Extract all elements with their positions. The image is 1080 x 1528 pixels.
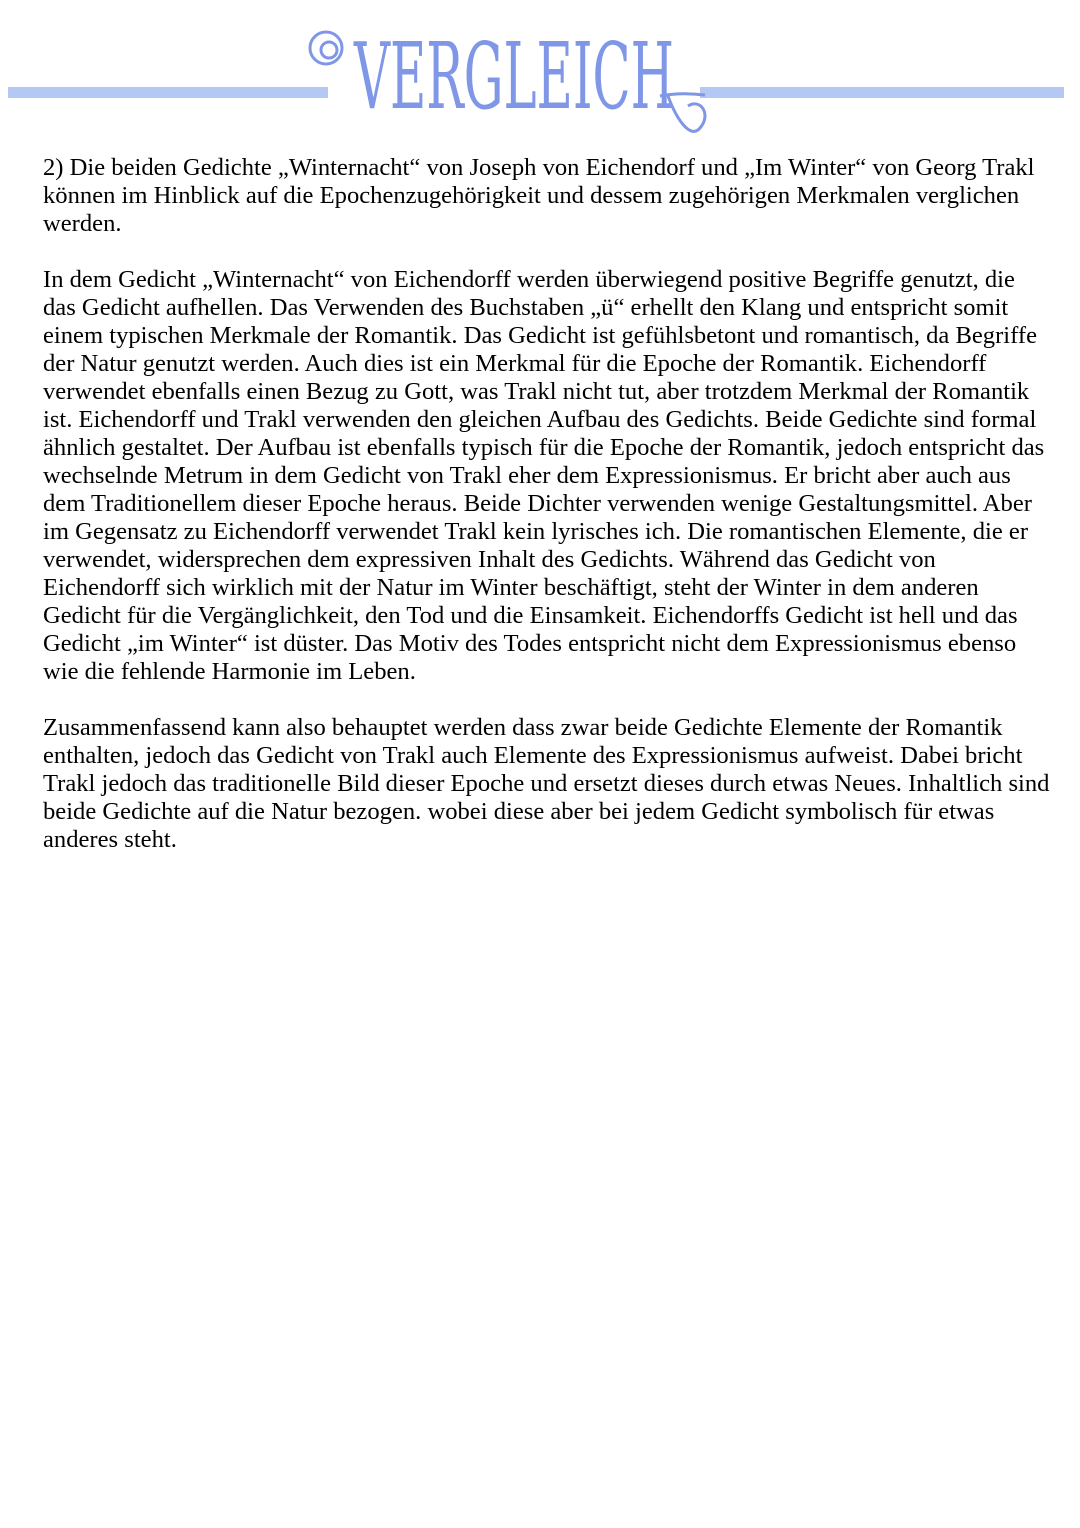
paragraph-analysis: In dem Gedicht „Winternacht“ von Eichendorff werden überwiegend positive Begriffe genutzt, die das Gedicht aufhellen. Das Verwenden des Buchstaben „ü“ erhellt den Klang und entspricht somit einem typischen Merkmale der Romantik. Das Gedicht ist gefühlsbetont und romantisch, da Begriffe der Natur genutzt werden. Auch dies ist ein Merkmal für die Epoche der Romantik. Eichendorff verwendet ebenfalls einen Bezug zu Gott, was Trakl nicht tut, aber trotzdem Merkmal der Romantik ist. Eichendorff und Trakl verwenden den gleichen Aufbau des Gedichts. Beide Gedichte sind formal ähnlich gestaltet. Der Aufbau ist ebenfalls typisch für die Epoche der Romantik, jedoch entspricht das wechselnde Metrum in dem Gedicht von Trakl eher dem Expressionismus. Er bricht aber auch aus dem Traditionellem dieser Epoche heraus. Beide Dichter verwenden wenige Gestaltungsmittel. Aber im Gegensatz zu Eichendorff verwendet Trakl kein lyrisches ich. Die romantischen Elemente, die er verwendet, widersprechen dem expressiven Inhalt des Gedichts. Während das Gedicht von Eichendorff sich wirklich mit der Natur im Winter beschäftigt, steht der Winter in dem anderen Gedicht für die Vergänglichkeit, den Tod und die Einsamkeit. Eichendorffs Gedicht ist hell und das Gedicht „im Winter“ ist düster. Das Motiv des Todes entspricht nicht dem Expressionismus ebenso wie die fehlende Harmonie im Leben. — [43, 266, 1045, 685]
document-body — [43, 154, 1053, 882]
header-rule-left — [8, 87, 328, 98]
document-heading: Vergleich — [353, 23, 674, 130]
paragraph-conclusion: Zusammenfassend kann also behauptet werden dass zwar beide Gedichte Elemente der Romantik enthalten, jedoch das Gedicht von Trakl auch Elemente des Expressionismus aufweist. Dabei bricht Trakl jedoch das traditionelle Bild dieser Epoche und ersetzt dieses durch etwas Neues. Inhaltlich sind beide Gedichte auf die Natur bezogen. wobei diese aber bei jedem Gedicht symbolisch für etwas anderes steht. — [43, 714, 1050, 853]
header-rule-right — [700, 87, 1064, 98]
page-header — [0, 0, 1080, 150]
left-swirl-ornament — [310, 32, 342, 64]
heading-banner — [0, 0, 1080, 150]
paragraph-intro: 2) Die beiden Gedichte „Winternacht“ von Joseph von Eichendorf und „Im Winter“ von Georg Trakl können im Hinblick auf die Epochenzugehörigkeit und dessem zugehörigen Merkmalen verglichen werden. — [43, 154, 1035, 237]
